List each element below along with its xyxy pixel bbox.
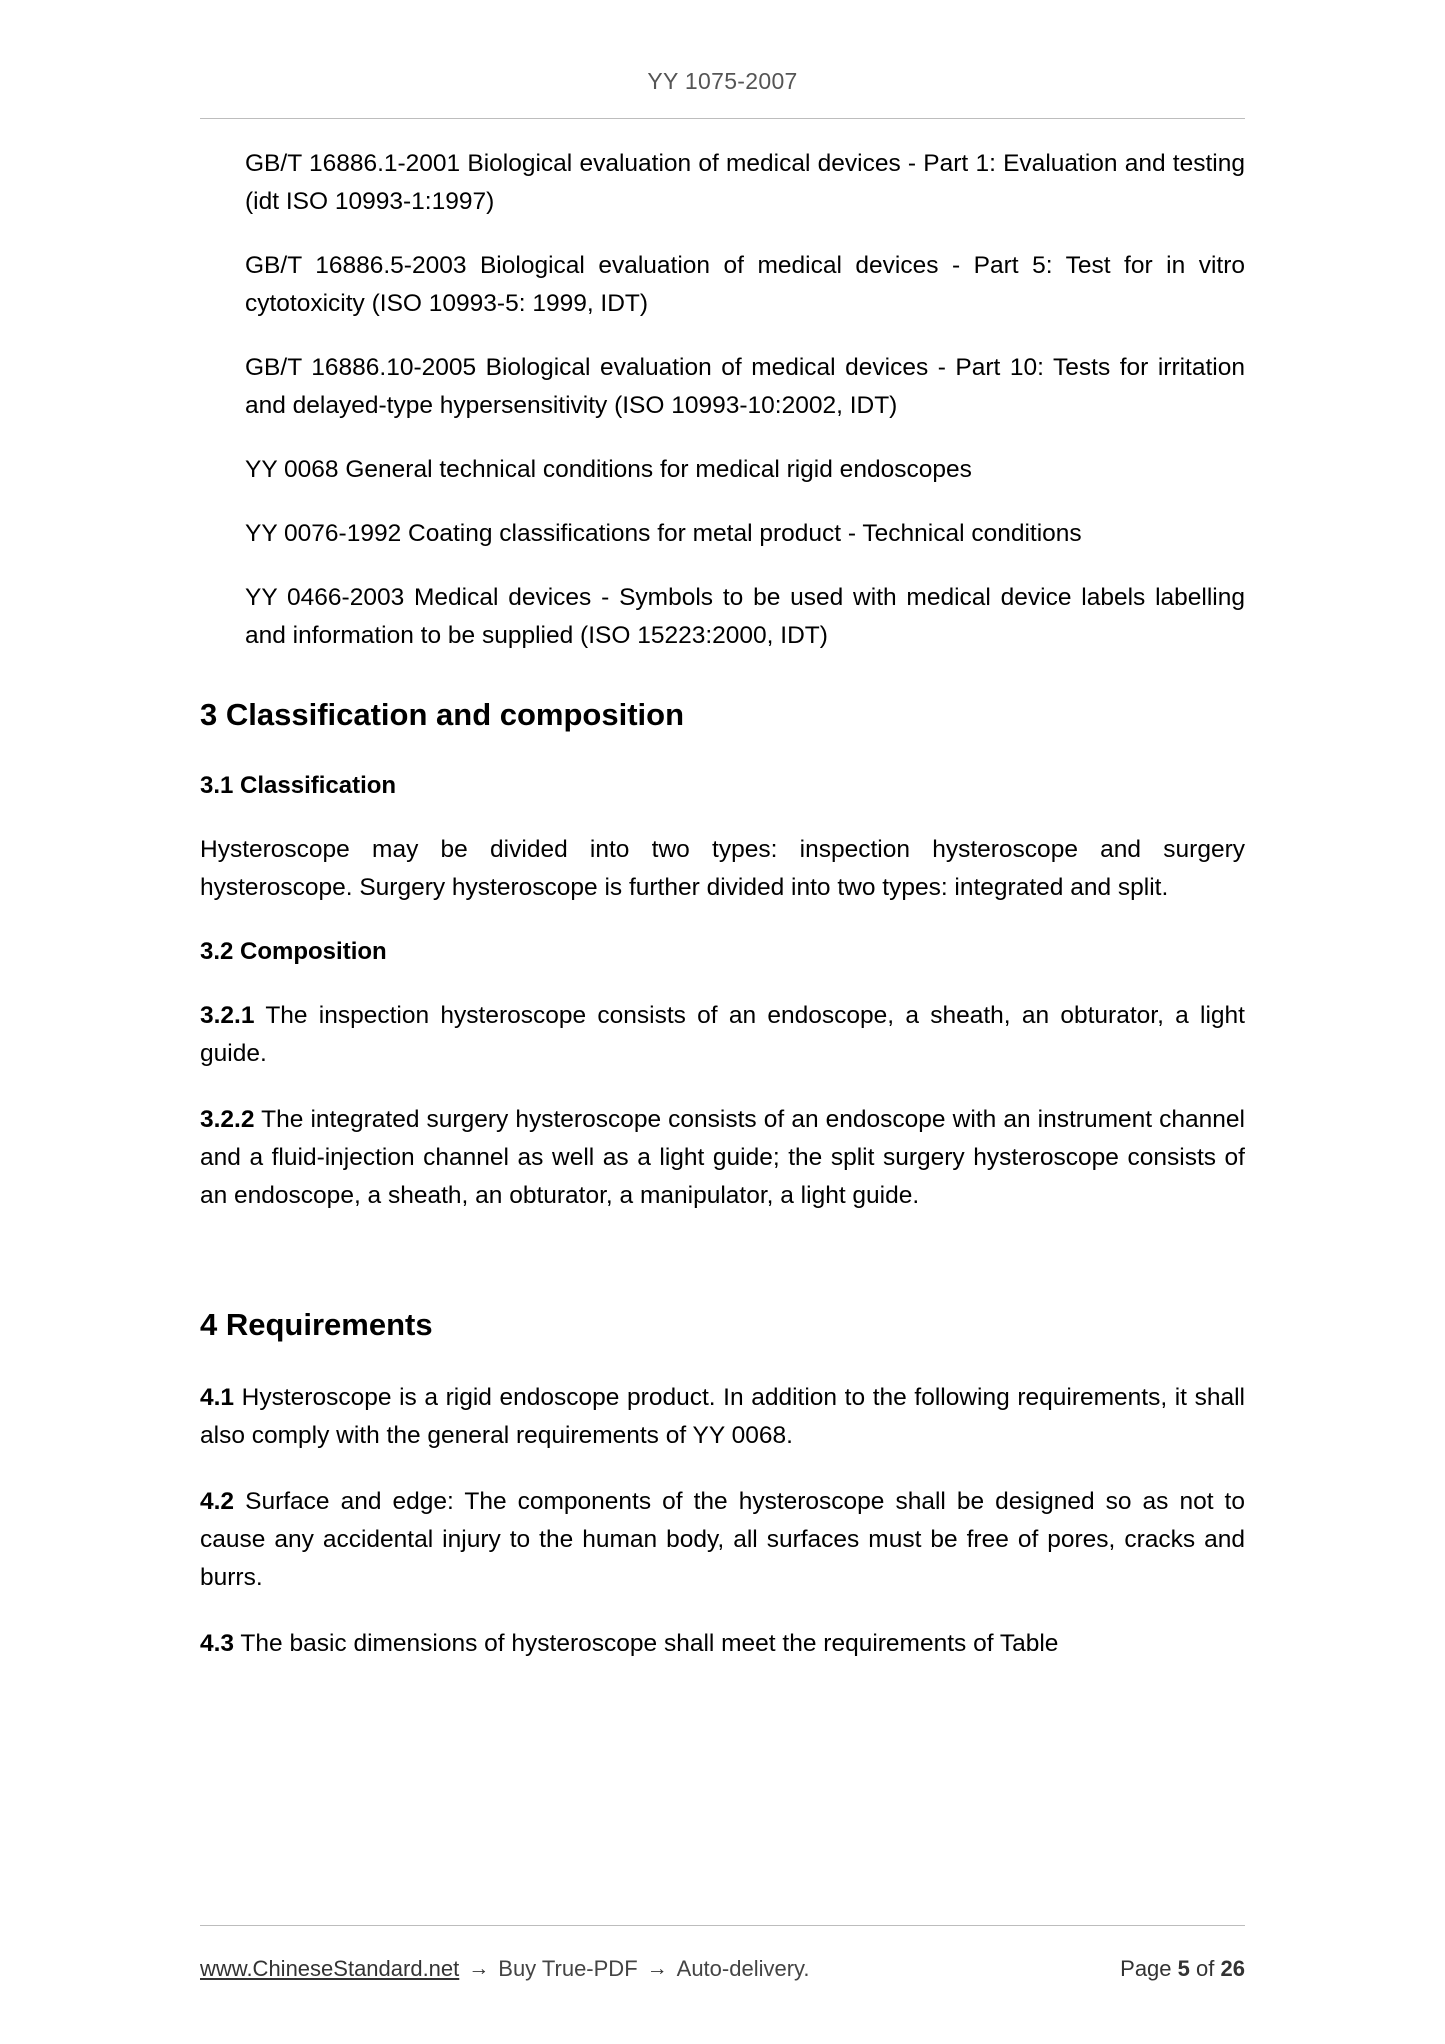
clause-3-2-2 (200, 1101, 1245, 1215)
page-total: 26 (1220, 1956, 1245, 1981)
reference-item: YY 0466-2003 Medical devices - Symbols to be used with medical device labels labelling and information to be supplied (ISO 15223:2000, IDT) (245, 584, 1245, 649)
clause-4-2 (200, 1483, 1245, 1597)
of-label: of (1196, 1956, 1215, 1981)
arrow-right-icon: → (468, 1957, 490, 1980)
website-link[interactable]: www.ChineseStandard.net (200, 1956, 460, 1981)
clause-4-1 (200, 1379, 1245, 1455)
reference-item: GB/T 16886.5-2003 Biological evaluation of medical devices - Part 5: Test for in vitro cytotoxicity (ISO 10993-5: 1999, IDT) (245, 252, 1245, 317)
footer-divider (200, 1925, 1245, 1926)
header-divider (200, 118, 1245, 119)
arrow-right-icon: → (646, 1957, 668, 1980)
page-number: 5 (1177, 1956, 1190, 1981)
section-spacer (200, 1243, 1245, 1265)
page-label: Page (1120, 1956, 1172, 1981)
auto-delivery-label: Auto-delivery. (676, 1956, 810, 1981)
section-3-heading: 3 Classification and composition (200, 697, 685, 732)
clause-number: 4.3 (200, 1630, 235, 1657)
page-content (200, 145, 1245, 1691)
clause-text: Surface and edge: The components of the hysteroscope shall be designed so as not to cause any accidental injury to the human body, all surfaces must be free of pores, cracks and burrs. (200, 1488, 1245, 1591)
reference-item: GB/T 16886.1-2001 Biological evaluation of medical devices - Part 1: Evaluation and testing (idt ISO 10993-1:1997) (245, 150, 1245, 215)
clause-text: The inspection hysteroscope consists of an endoscope, a sheath, an obturator, a light guide. (200, 1002, 1245, 1067)
reference-item: GB/T 16886.10-2005 Biological evaluation of medical devices - Part 10: Tests for irritation and delayed-type hypersensitivity (ISO 10993-10:2002, IDT) (245, 354, 1245, 419)
clause-text: The basic dimensions of hysteroscope shall meet the requirements of Table (234, 1630, 1059, 1657)
clause-text: The integrated surgery hysteroscope consists of an endoscope with an instrument channel and a fluid-injection channel as well as a light guide; the split surgery hysteroscope consists of an endoscope, a sheath, an obturator, a manipulator, a light guide. (200, 1106, 1245, 1209)
page-header (200, 68, 1245, 95)
clause-3-2-1 (200, 997, 1245, 1073)
page-indicator (1120, 1956, 1245, 1982)
header-standard-number: YY 1075-2007 (647, 68, 798, 94)
clause-4-3 (200, 1625, 1245, 1663)
page-footer (200, 1956, 1245, 1982)
buy-pdf-label[interactable]: Buy True-PDF (498, 1956, 638, 1981)
reference-item: YY 0068 General technical conditions for medical rigid endoscopes (245, 456, 972, 483)
clause-number: 3.2.1 (200, 1002, 255, 1029)
section-3-1-text: Hysteroscope may be divided into two types: inspection hysteroscope and surgery hysteroscope. Surgery hysteroscope is further divided into two types: integrated and split. (200, 836, 1245, 901)
clause-number: 3.2.2 (200, 1106, 255, 1133)
clause-number: 4.1 (200, 1384, 235, 1411)
section-3-1-heading: 3.1 Classification (200, 772, 397, 799)
footer-links (200, 1956, 810, 1982)
section-4-heading: 4 Requirements (200, 1307, 433, 1342)
normative-references-list (245, 145, 1245, 655)
clause-number: 4.2 (200, 1488, 235, 1515)
reference-item: YY 0076-1992 Coating classifications for metal product - Technical conditions (245, 520, 1082, 547)
clause-text: Hysteroscope is a rigid endoscope product. In addition to the following requirements, it shall also comply with the general requirements of YY 0068. (200, 1384, 1245, 1449)
section-3-2-heading: 3.2 Composition (200, 938, 387, 965)
